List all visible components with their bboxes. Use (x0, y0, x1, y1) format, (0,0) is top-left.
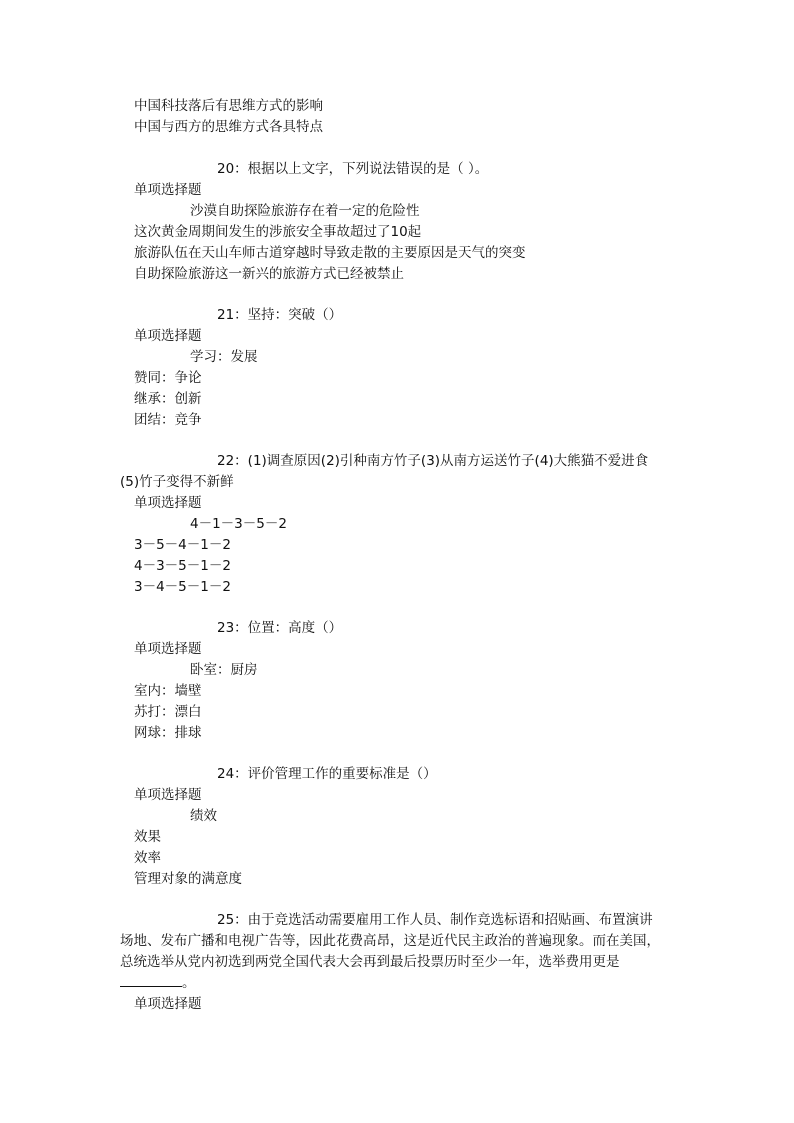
intro-option-1: 中国科技落后有思维方式的影响 (134, 98, 323, 114)
q22-type: 单项选择题 (134, 495, 202, 511)
q25-stem-line1: 25：由于竞选活动需要雇用工作人员、制作竞选标语和招贴画、布置演讲 (217, 912, 653, 928)
q24-option-d: 管理对象的满意度 (134, 871, 242, 887)
q22-option-b: 3－5－4－1－2 (134, 537, 231, 553)
q22-option-c: 4－3－5－1－2 (134, 558, 231, 574)
q24-option-b: 效果 (134, 829, 161, 845)
q22-option-a: 4－1－3－5－2 (190, 516, 287, 532)
q24-type: 单项选择题 (134, 787, 202, 803)
q23-option-c: 苏打：漂白 (134, 704, 202, 720)
q21-option-c: 继承：创新 (134, 391, 202, 407)
q23-stem: 23：位置：高度（） (217, 620, 343, 636)
intro-option-2: 中国与西方的思维方式各具特点 (134, 119, 323, 135)
q24-option-c: 效率 (134, 850, 161, 866)
q23-option-b: 室内：墙壁 (134, 683, 202, 699)
q21-type: 单项选择题 (134, 328, 202, 344)
q22-stem-line1: 22：(1)调查原因(2)引种南方竹子(3)从南方运送竹子(4)大熊猫不爱进食 (217, 453, 649, 469)
q25-stem-line4 (120, 973, 196, 993)
q23-option-d: 网球：排球 (134, 725, 202, 741)
answer-blank (120, 974, 182, 987)
q25-type: 单项选择题 (134, 996, 202, 1012)
q25-stem-end: 。 (182, 975, 196, 991)
q21-option-b: 赞同：争论 (134, 370, 202, 386)
q25-stem-line3: 总统选举从党内初选到两党全国代表大会再到最后投票历时至少一年，选举费用更是 (120, 954, 620, 970)
q23-type: 单项选择题 (134, 641, 202, 657)
q21-option-a: 学习：发展 (190, 349, 258, 365)
q22-option-d: 3－4－5－1－2 (134, 579, 231, 595)
q24-stem: 24：评价管理工作的重要标准是（） (217, 766, 437, 782)
q24-option-a: 绩效 (190, 808, 217, 824)
q20-option-c: 旅游队伍在天山车师古道穿越时导致走散的主要原因是天气的突变 (134, 245, 526, 261)
q21-stem: 21：坚持：突破（） (217, 307, 343, 323)
q20-stem: 20：根据以上文字，下列说法错误的是（ ）。 (217, 161, 489, 177)
q20-option-d: 自助探险旅游这一新兴的旅游方式已经被禁止 (134, 266, 404, 282)
q20-option-b: 这次黄金周期间发生的涉旅安全事故超过了10起 (134, 224, 422, 240)
q20-option-a: 沙漠自助探险旅游存在着一定的危险性 (190, 203, 420, 219)
q20-type: 单项选择题 (134, 182, 202, 198)
q22-stem-line2: (5)竹子变得不新鲜 (120, 474, 234, 490)
q23-option-a: 卧室：厨房 (190, 662, 258, 678)
q25-stem-line2: 场地、发布广播和电视广告等，因此花费高昂，这是近代民主政治的普遍现象。而在美国， (120, 933, 660, 949)
q21-option-d: 团结：竞争 (134, 412, 202, 428)
